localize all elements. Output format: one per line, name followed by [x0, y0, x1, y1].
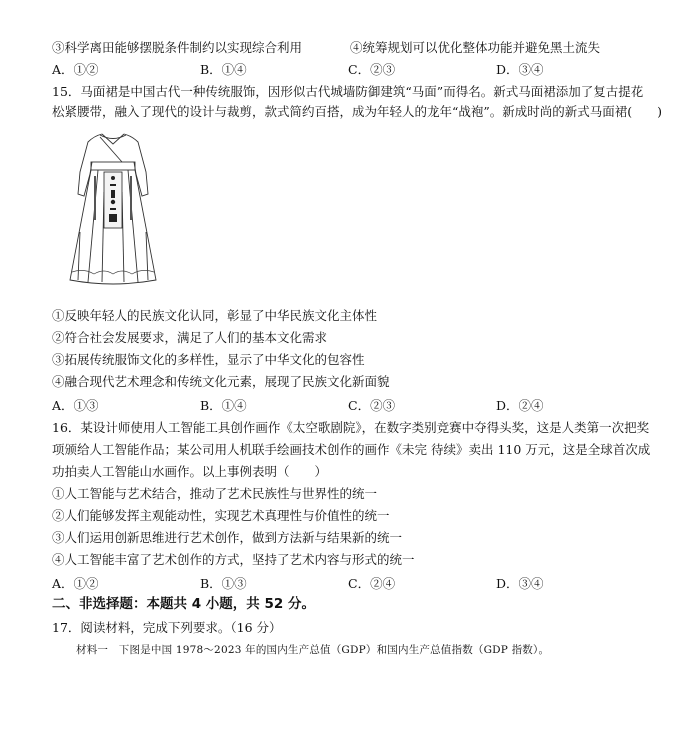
- q14-options: [52, 60, 652, 76]
- q17-material-1: 材料一 下图是中国 1978～2023 年的国内生产总值（GDP）和国内生产总值指数（GDP 指数）。: [76, 644, 550, 656]
- q16-item-4: ④人工智能丰富了艺术创作的方式，坚持了艺术内容与形式的统一: [52, 552, 415, 567]
- q16-item-3: ③人们运用创新思维进行艺术创作，做到方法新与结果新的统一: [52, 530, 403, 545]
- q16-stem-line-3: 功拍卖人工智能山水画作。以上事例表明（ ）: [52, 464, 328, 479]
- q14-option-d[interactable]: D．③④: [496, 62, 544, 77]
- q15-stem-line-2: 松紧腰带，融入了现代的设计与裁剪，款式简约百搭，成为年轻人的龙年“战袍”。新成时尚的新式马面裙( ): [52, 104, 663, 119]
- q14-option-b[interactable]: B．①④: [200, 62, 247, 77]
- q16-stem-line-2: 项颁给人工智能作品；某公司用人机联手绘画技术创作的画作《未完 待续》卖出 110 万元，这是全球首次成: [52, 442, 651, 457]
- q15-item-3: ③拓展传统服饰文化的多样性，显示了中华文化的包容性: [52, 352, 365, 367]
- q16-option-a[interactable]: A．①②: [52, 576, 99, 591]
- q17-stem: 17．阅读材料，完成下列要求。（16 分）: [52, 620, 282, 635]
- q15-option-a[interactable]: A．①③: [52, 398, 99, 413]
- q14-option-a[interactable]: A．①②: [52, 62, 99, 77]
- q15-item-1: ①反映年轻人的民族文化认同，彰显了中华民族文化主体性: [52, 308, 378, 323]
- q16-option-b[interactable]: B．①③: [200, 576, 247, 591]
- q15-option-d[interactable]: D．②④: [496, 398, 544, 413]
- q15-option-b[interactable]: B．①④: [200, 398, 247, 413]
- q16-item-2: ②人们能够发挥主观能动性，实现艺术真理性与价值性的统一: [52, 508, 390, 523]
- mamian-skirt-illustration: [64, 132, 162, 290]
- q15-options: [52, 396, 652, 412]
- q16-item-1: ①人工智能与艺术结合，推动了艺术民族性与世界性的统一: [52, 486, 378, 501]
- q16-stem-line-1: 16．某设计师使用人工智能工具创作画作《太空歌剧院》，在数字类别竞赛中夺得头奖，这是人类第一次把奖: [52, 420, 650, 435]
- q16-options: [52, 574, 652, 590]
- q15-item-4: ④融合现代艺术理念和传统文化元素，展现了民族文化新面貌: [52, 374, 390, 389]
- q16-option-c[interactable]: C．②④: [348, 576, 396, 591]
- q16-option-d[interactable]: D．③④: [496, 576, 544, 591]
- q15-stem-line-1: 15．马面裙是中国古代一种传统服饰，因形似古代城墙防御建筑“马面”而得名。新式马面裙添加了复古提花: [52, 84, 644, 99]
- q14-option-c[interactable]: C．②③: [348, 62, 396, 77]
- q15-item-2: ②符合社会发展要求，满足了人们的基本文化需求: [52, 330, 328, 345]
- q15-option-c[interactable]: C．②③: [348, 398, 396, 413]
- q14-item-3: ③科学离田能够摆脱条件制约以实现综合利用: [52, 40, 303, 55]
- q14-item-4: ④统筹规划可以优化整体功能并避免黑土流失: [350, 40, 601, 55]
- section-2-heading: 二、非选择题：本题共 4 小题，共 52 分。: [52, 596, 315, 612]
